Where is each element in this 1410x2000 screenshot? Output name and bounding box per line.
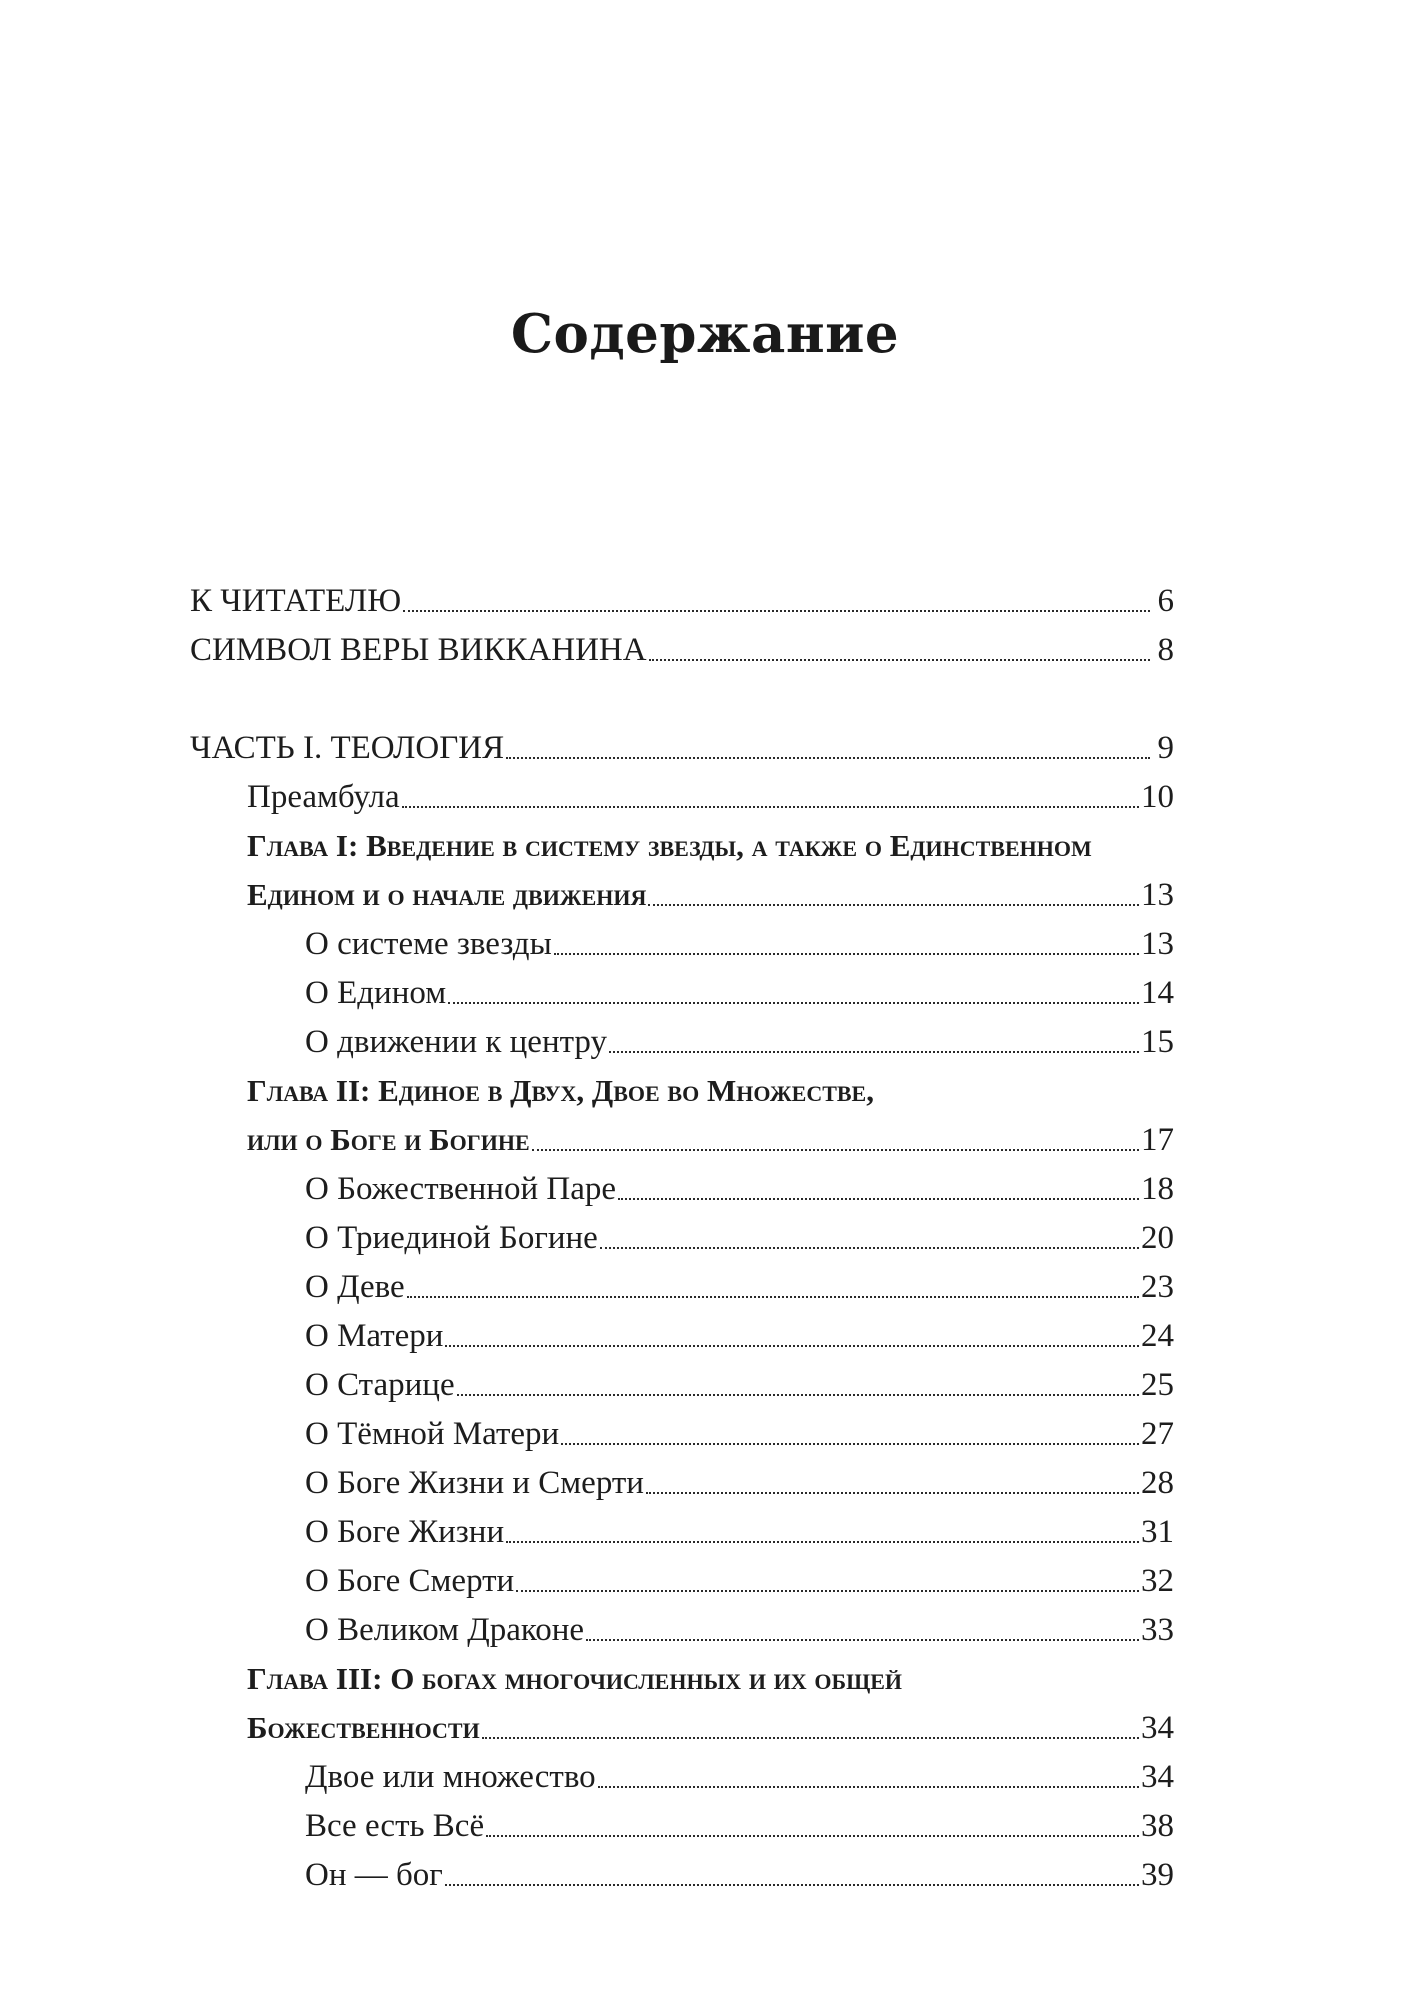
toc-entry-page: 32 [1141,1563,1174,1599]
toc-entry-title: Он — бог [305,1857,443,1893]
toc-entry-page: 24 [1141,1318,1174,1354]
dot-leader [532,1149,1139,1151]
toc-entry-page: 6 [1157,583,1174,619]
dot-leader [506,1541,1139,1543]
toc-entry-page: 34 [1141,1710,1174,1746]
toc-entry-title: Преамбула [247,779,400,815]
toc-entry-section[interactable] [305,1557,1174,1601]
toc-entry-title: СИМВОЛ ВЕРЫ ВИККАНИНА [190,632,647,668]
toc-entry-title: О Божественной Паре [305,1171,617,1207]
toc-entry-section[interactable] [305,1312,1174,1356]
toc-entry-page: 14 [1141,975,1174,1011]
dot-leader [448,1002,1139,1004]
toc-entry-to-reader[interactable] [190,577,1174,621]
toc-entry-section[interactable] [305,1508,1174,1552]
toc-entry-page: 20 [1141,1220,1174,1256]
toc-entry-page: 39 [1141,1857,1174,1893]
toc-entry-creed[interactable] [190,626,1174,670]
toc-entry-title: О Триединой Богине [305,1220,598,1256]
dot-leader [561,1443,1139,1445]
toc-entry-section[interactable] [305,969,1174,1013]
toc-entry-page: 33 [1141,1612,1174,1648]
toc-entry-section[interactable] [305,1753,1174,1797]
toc-entry-section[interactable] [305,1214,1174,1258]
toc-entry-page: 9 [1157,730,1174,766]
toc-entry-section[interactable] [305,1165,1174,1209]
toc-entry-title: О Боге Смерти [305,1563,515,1599]
toc-chapter-2-line1[interactable]: Глава II: Единое в Двух, Двое во Множестве, [247,1073,874,1108]
toc-entry-chapter-3[interactable] [247,1704,1174,1748]
toc-entry-chapter-1[interactable] [247,871,1174,915]
toc-entry-title: или о Боге и Богине [247,1122,530,1157]
dot-leader [600,1247,1139,1249]
toc-entry-page: 38 [1141,1808,1174,1844]
dot-leader [445,1345,1139,1347]
toc-entry-title: О Боге Жизни и Смерти [305,1465,644,1501]
toc-entry-title: О Старице [305,1367,455,1403]
toc-chapter-3-line1[interactable]: Глава III: О богах многочисленных и их общей [247,1661,903,1696]
toc-entry-section[interactable] [305,920,1174,964]
dot-leader [516,1590,1139,1592]
dot-leader [403,610,1150,612]
toc-entry-page: 23 [1141,1269,1174,1305]
toc-chapter-1-line1[interactable]: Глава I: Введение в систему звезды, а также о Единственном [247,828,1092,863]
toc-entry-title: ЧАСТЬ I. ТЕОЛОГИЯ [190,730,505,766]
dot-leader [586,1639,1139,1641]
toc-entry-part-1[interactable] [190,724,1174,768]
toc-entry-title: Все есть Всё [305,1808,485,1844]
toc-entry-page: 15 [1141,1024,1174,1060]
toc-entry-title: О Деве [305,1269,405,1305]
toc-entry-section[interactable] [305,1263,1174,1307]
toc-entry-page: 28 [1141,1465,1174,1501]
toc-entry-title: К ЧИТАТЕЛЮ [190,583,402,619]
toc-entry-title: О Матери [305,1318,444,1354]
dot-leader [598,1786,1139,1788]
toc-entry-section[interactable] [305,1361,1174,1405]
dot-leader [407,1296,1139,1298]
toc-entry-section[interactable] [305,1018,1174,1062]
toc-entry-section[interactable] [305,1802,1174,1846]
toc-entry-title: О Тёмной Матери [305,1416,560,1452]
dot-leader [554,953,1139,955]
dot-leader [649,659,1150,661]
toc-entry-title: Божественности [247,1710,480,1745]
toc-entry-title: О Боге Жизни [305,1514,505,1550]
toc-entry-title: Едином и о начале движения [247,877,647,912]
toc-entry-section[interactable] [305,1606,1174,1650]
dot-leader [618,1198,1139,1200]
toc-entry-page: 10 [1141,779,1174,815]
toc-entry-title: О движении к центру [305,1024,607,1060]
toc-entry-preamble[interactable] [247,773,1174,817]
dot-leader [482,1737,1139,1739]
toc-entry-page: 27 [1141,1416,1174,1452]
toc-entry-chapter-2[interactable] [247,1116,1174,1160]
dot-leader [646,1492,1139,1494]
toc-entry-page: 34 [1141,1759,1174,1795]
dot-leader [609,1051,1139,1053]
page-title: Содержание [510,302,900,365]
toc-entry-page: 8 [1157,632,1174,668]
dot-leader [457,1394,1139,1396]
toc-entry-title: О системе звезды [305,926,552,962]
toc-entry-page: 17 [1141,1122,1174,1158]
toc-entry-page: 25 [1141,1367,1174,1403]
toc-entry-page: 13 [1141,877,1174,913]
toc-entry-page: 31 [1141,1514,1174,1550]
dot-leader [486,1835,1139,1837]
toc-entry-section[interactable] [305,1851,1174,1895]
toc-entry-title: О Великом Драконе [305,1612,585,1648]
toc-entry-page: 18 [1141,1171,1174,1207]
dot-leader [648,904,1139,906]
toc-entry-section[interactable] [305,1410,1174,1454]
toc-entry-title: О Едином [305,975,447,1011]
dot-leader [506,757,1150,759]
toc-entry-section[interactable] [305,1459,1174,1503]
toc-entry-page: 13 [1141,926,1174,962]
dot-leader [445,1884,1139,1886]
dot-leader [402,806,1139,808]
toc-entry-title: Двое или множество [305,1759,596,1795]
